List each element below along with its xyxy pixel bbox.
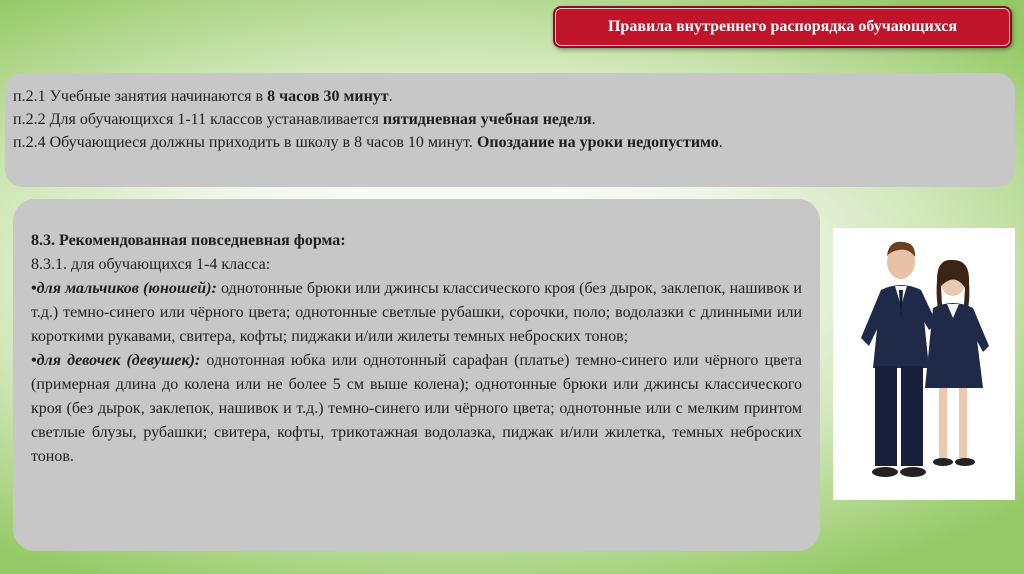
slide-title: Правила внутреннего распорядка обучающихся: [553, 6, 1012, 48]
girl-figure: [925, 260, 989, 466]
uniform-box: [13, 199, 820, 551]
uniform-heading: 8.3. Рекомендованная повседневная форма:: [31, 232, 346, 249]
rule-2-4: п.2.4 Обучающиеся должны приходить в школу в 8 часов 10 минут. Опоздание на уроки недопустимо.: [13, 134, 723, 151]
students-in-uniform-image: [833, 228, 1015, 500]
rule-2-2: п.2.2 Для обучающихся 1-11 классов устанавливается пятидневная учебная неделя.: [13, 111, 596, 128]
uniform-boys: •для мальчиков (юношей): однотонные брюки или джинсы классического кроя (без дырок, заклепок, нашивок и т.д.) темно-синего или чёрного цвета; однотонные светлые рубашки, сорочки, поло; водолазки с длинными или короткими рукавами, свитера, кофты; пиджаки и/или жилеты темных неброских тонов;: [31, 280, 802, 345]
boy-figure: [861, 242, 937, 477]
rule-2-4-late: Опоздание на уроки недопустимо: [476, 134, 719, 151]
rules-box: [5, 73, 1015, 187]
rule-2-1: п.2.1 Учебные занятия начинаются в 8 часов 30 минут.: [13, 88, 393, 105]
rule-2-2-week: пятидневная учебная неделя: [382, 111, 592, 128]
students-illustration: [833, 228, 1015, 500]
uniform-girls: •для девочек (девушек): однотонная юбка или однотонный сарафан (платье) темно-синего или чёрного цвета (примерная длина до колена или не более 5 см выше колена); однотонные брюки или джинсы классического кроя (без дырок, заклепок, нашивок и т.д.) темно-синего или чёрного цвета; однотонные или с мелким принтом светлые блузы, рубашки; свитера, кофты, трикотажная водолазка, пиджак и/или жилетка, темных неброских тонов.: [31, 352, 802, 465]
uniform-subheading: 8.3.1. для обучающихся 1-4 класса:: [31, 256, 271, 273]
rule-2-1-time: 8 часов 30 минут: [267, 88, 389, 105]
